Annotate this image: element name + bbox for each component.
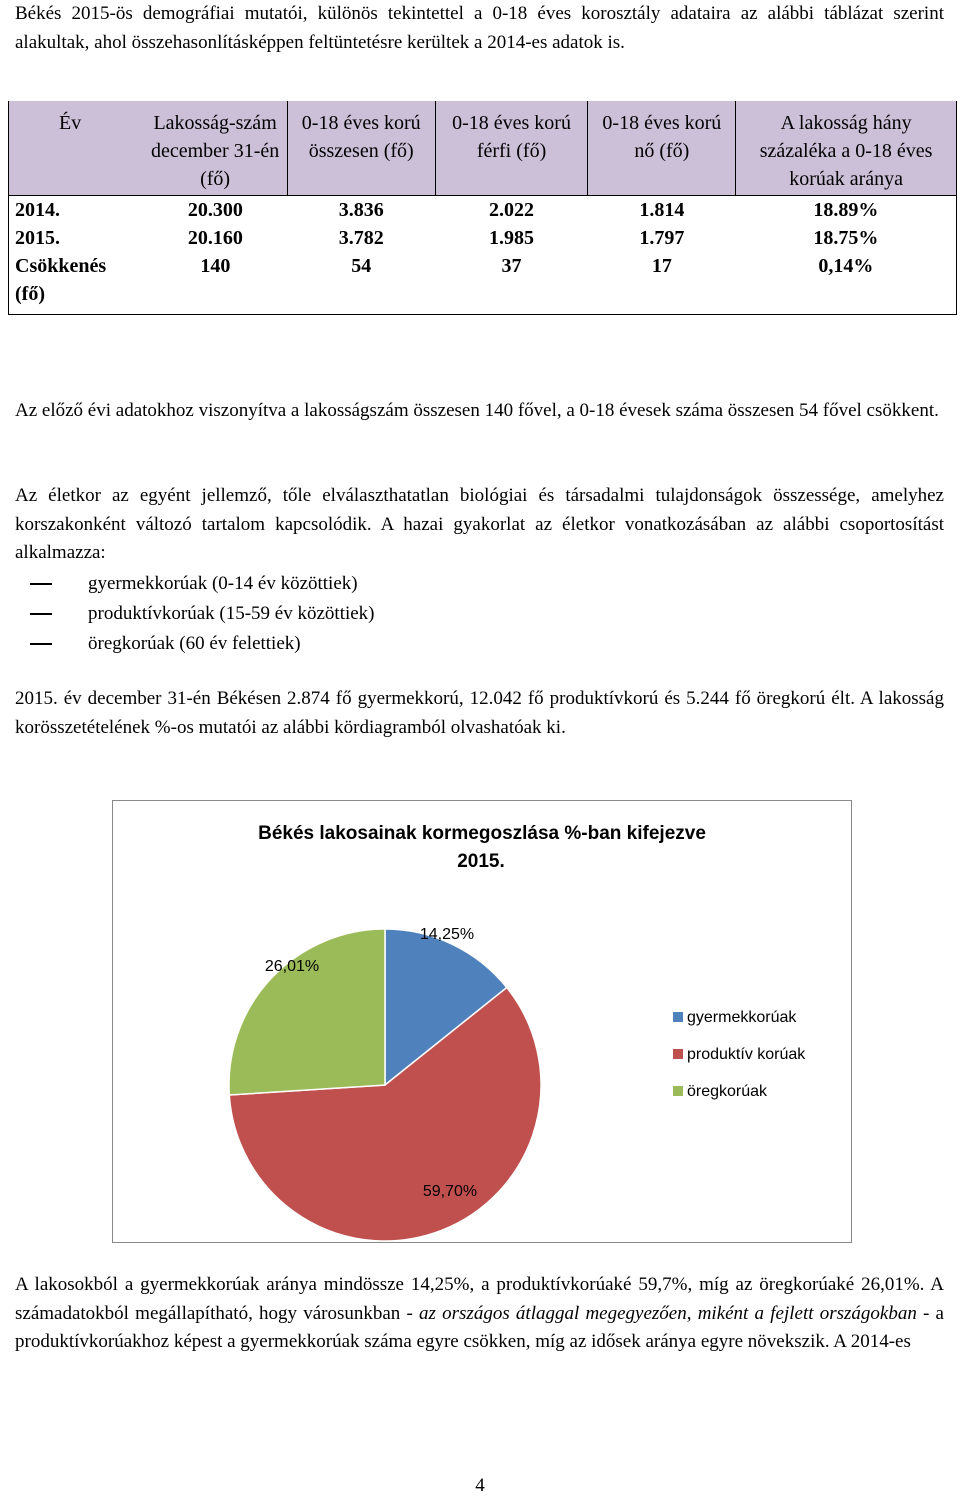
- table-row: [9, 252, 957, 315]
- pie-slice-öregkorúak: [229, 929, 385, 1095]
- table-cell: 3.836: [338, 199, 384, 221]
- table-cell: 54: [287, 252, 435, 315]
- header-youth-ratio: A lakosság hány százaléka a 0-18 éves korúak aránya: [736, 101, 957, 196]
- table-cell: 2014.: [9, 196, 144, 225]
- chart-subtitle: 2015.: [457, 851, 505, 872]
- list-item-text: produktívkorúak (15-59 év közöttiek): [88, 603, 375, 624]
- table-cell: 20.300: [187, 199, 243, 221]
- age-definition-paragraph: Az életkor az egyént jellemző, tőle elválaszthatatlan biológiai és társadalmi tulajdonságok összessége, amelyhez korszakonként változó tartalom kapcsolódik. A hazai gyakorlat az életkor vonatkozásában az alábbi csoportosítást alkalmazza:: [15, 485, 944, 563]
- table-cell: 18.89%: [736, 196, 957, 225]
- summary-paragraph: [15, 1271, 944, 1357]
- table-cell: 0,14%: [736, 252, 957, 315]
- chart-legend: [673, 1009, 806, 1100]
- age-group-list: [15, 569, 375, 659]
- dash-bullet: [30, 583, 52, 585]
- table-header-row: [9, 101, 957, 196]
- population-2015-paragraph: 2015. év december 31-én Békésen 2.874 fő gyermekkorú, 12.042 fő produktívkorú és 5.244 fő öregkorú élt. A lakosság korösszetételének %-os mutatói az alábbi kördiagramból olvashatóak ki.: [15, 688, 944, 738]
- header-youth-female: 0-18 éves korú nő (fő): [588, 101, 736, 196]
- legend-label: produktív korúak: [687, 1046, 806, 1063]
- data-label: 59,70%: [422, 1183, 478, 1200]
- table-row: [9, 224, 957, 252]
- chart-title: Békés lakosainak kormegoszlása %-ban kifejezve: [258, 823, 706, 844]
- table-cell: 18.75%: [736, 224, 957, 252]
- demographics-table: [8, 101, 957, 315]
- table-cell: 37: [435, 252, 588, 315]
- header-youth-total: 0-18 éves korú összesen (fő): [287, 101, 435, 196]
- table-cell: 17: [588, 252, 736, 315]
- data-label: 26,01%: [264, 958, 320, 975]
- table-cell: 1.814: [639, 199, 685, 221]
- table-row: [9, 196, 957, 225]
- dash-bullet: [30, 643, 52, 645]
- header-population: Lakosság-szám december 31-én (fő): [143, 101, 287, 196]
- summary-text-2: - a produktívkorúakhoz képest a gyermekkorúak száma egyre csökken, míg az idősek aránya egyre növekszik. A 2014-es: [15, 1302, 944, 1352]
- table-cell: 1.797: [639, 227, 685, 249]
- table-cell: 20.160: [187, 227, 243, 249]
- list-item-text: öregkorúak (60 év felettiek): [88, 633, 301, 654]
- page-number: 4: [475, 1475, 485, 1496]
- pie-slices: [229, 929, 541, 1241]
- intro-paragraph: Békés 2015-ös demográfiai mutatói, különös tekintettel a 0-18 éves korosztály adataira az alábbi táblázat szerint alakultak, ahol összehasonlításképpen feltüntetésre kerültek a 2014-es adatok is.: [15, 3, 944, 53]
- table-cell: Csökkenés (fő): [9, 252, 144, 315]
- data-label: 14,25%: [419, 926, 475, 943]
- table-cell: 140: [143, 252, 287, 315]
- pie-chart-svg: [113, 801, 851, 1242]
- list-item: [15, 599, 375, 629]
- table-cell: 2.022: [489, 199, 535, 221]
- pie-chart: [112, 800, 852, 1243]
- table-cell: 1.985: [489, 227, 535, 249]
- summary-italic: az országos átlaggal megegyezően, miként a fejlett országokban: [419, 1302, 917, 1324]
- legend-swatch: [673, 1012, 683, 1022]
- legend-label: gyermekkorúak: [687, 1009, 797, 1026]
- header-youth-male: 0-18 éves korú férfi (fő): [435, 101, 588, 196]
- list-item: [15, 569, 375, 599]
- list-item: [15, 629, 375, 659]
- list-item-text: gyermekkorúak (0-14 év közöttiek): [88, 573, 358, 594]
- legend-swatch: [673, 1086, 683, 1096]
- change-paragraph: Az előző évi adatokhoz viszonyítva a lakosságszám összesen 140 fővel, a 0-18 évesek száma összesen 54 fővel csökkent.: [15, 400, 939, 421]
- legend-swatch: [673, 1049, 683, 1059]
- summary-text-1: A lakosokból a gyermekkorúak aránya mindössze 14,25%, a produktívkorúaké 59,7%, míg az öregkorúaké 26,01%. A számadatokból megállapítható, hogy városunkban -: [15, 1274, 944, 1324]
- table-cell: 3.782: [338, 227, 384, 249]
- dash-bullet: [30, 613, 52, 615]
- header-year: Év: [9, 101, 144, 196]
- table-cell: 2015.: [9, 224, 144, 252]
- legend-label: öregkorúak: [687, 1083, 768, 1100]
